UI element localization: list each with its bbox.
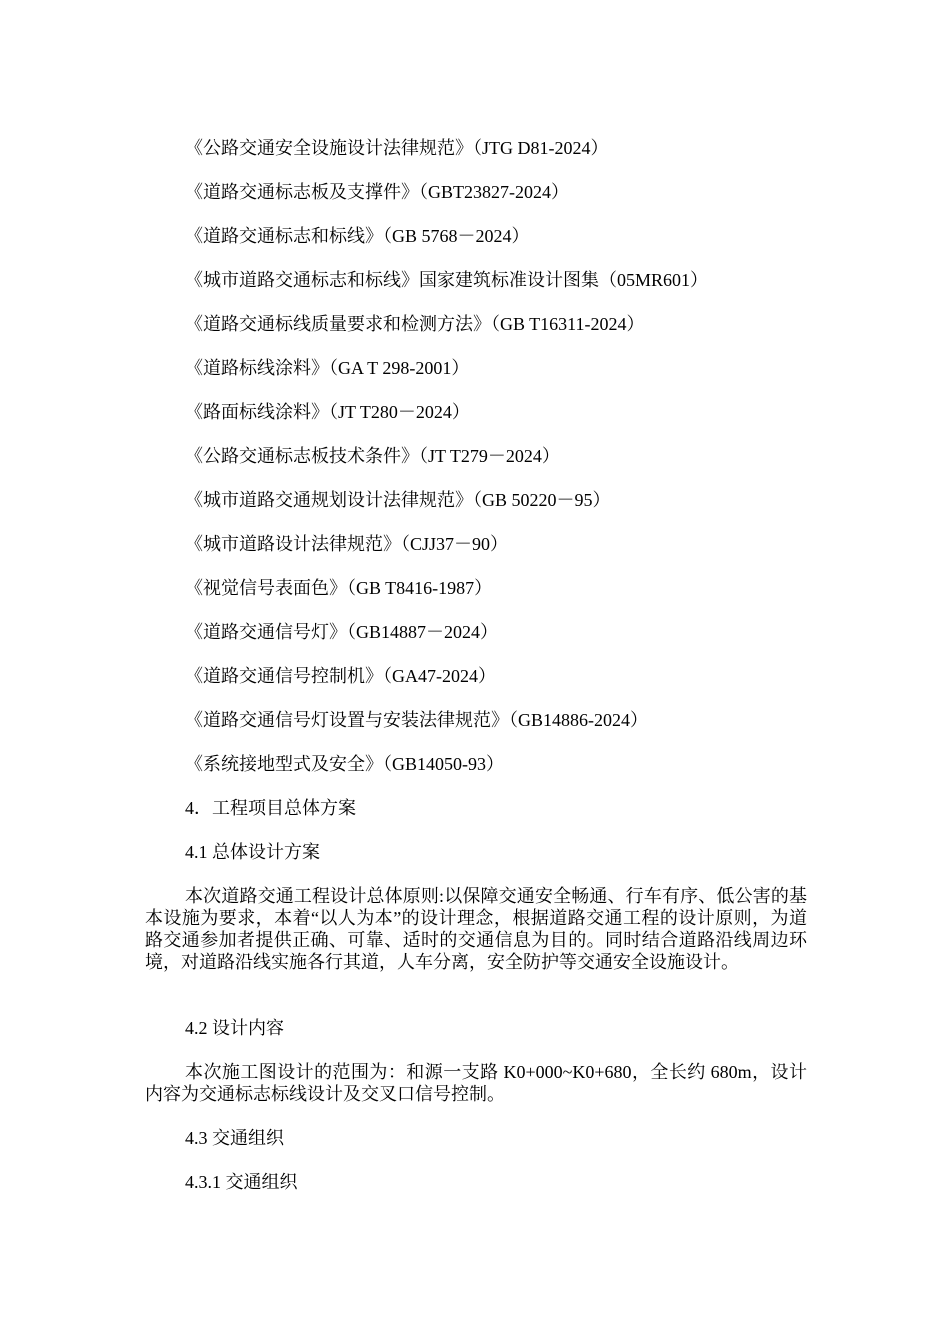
standard-item: 《城市道路交通标志和标线》国家建筑标准设计图集（05MR601）	[185, 270, 709, 290]
standard-item: 《城市道路设计法律规范》（CJJ37－90）	[185, 534, 509, 554]
standard-item: 《公路交通标志板技术条件》（JT T279－2024）	[185, 446, 560, 466]
subsection-heading: 4.3.1 交通组织	[185, 1172, 298, 1192]
section-heading: 4．工程项目总体方案	[185, 798, 356, 818]
standard-item: 《道路交通信号灯》（GB14887－2024）	[185, 622, 499, 642]
standard-item: 《道路交通标志和标线》（GB 5768－2024）	[185, 226, 530, 246]
subsection-heading: 4.1 总体设计方案	[185, 842, 320, 862]
standard-item: 《系统接地型式及安全》（GB14050-93）	[185, 754, 504, 774]
standard-item: 《道路交通信号灯设置与安装法律规范》（GB14886-2024）	[185, 710, 648, 730]
standard-item: 《公路交通安全设施设计法律规范》（JTG D81-2024）	[185, 138, 609, 158]
standard-item: 《道路交通标志板及支撑件》（GBT23827-2024）	[185, 182, 569, 202]
subsection-heading: 4.2 设计内容	[185, 1018, 284, 1038]
standard-item: 《路面标线涂料》（JT T280－2024）	[185, 402, 470, 422]
standard-item: 《道路标线涂料》（GA T 298-2001）	[185, 358, 470, 378]
standard-item: 《道路交通信号控制机》（GA47-2024）	[185, 666, 496, 686]
standard-item: 《城市道路交通规划设计法律规范》（GB 50220－95）	[185, 490, 611, 510]
standard-item: 《视觉信号表面色》（GB T8416-1987）	[185, 578, 493, 598]
paragraph-design-content: 本次施工图设计的范围为：和源一支路 K0+000~K0+680，全长约 680m，设计内容为交通标志标线设计及交叉口信号控制。	[145, 1062, 807, 1104]
standard-item: 《道路交通标线质量要求和检测方法》（GB T16311-2024）	[185, 314, 645, 334]
subsection-heading: 4.3 交通组织	[185, 1128, 284, 1148]
paragraph-design-principle: 本次道路交通工程设计总体原则:以保障交通安全畅通、行车有序、低公害的基本设施为要求，本着“以人为本”的设计理念，根据道路交通工程的设计原则，为道路交通参加者提供正确、可靠、适时的交通信息为目的。同时结合道路沿线周边环境，对道路沿线实施各行其道，人车分离，安全防护等交通安全设施设计。	[145, 886, 807, 972]
